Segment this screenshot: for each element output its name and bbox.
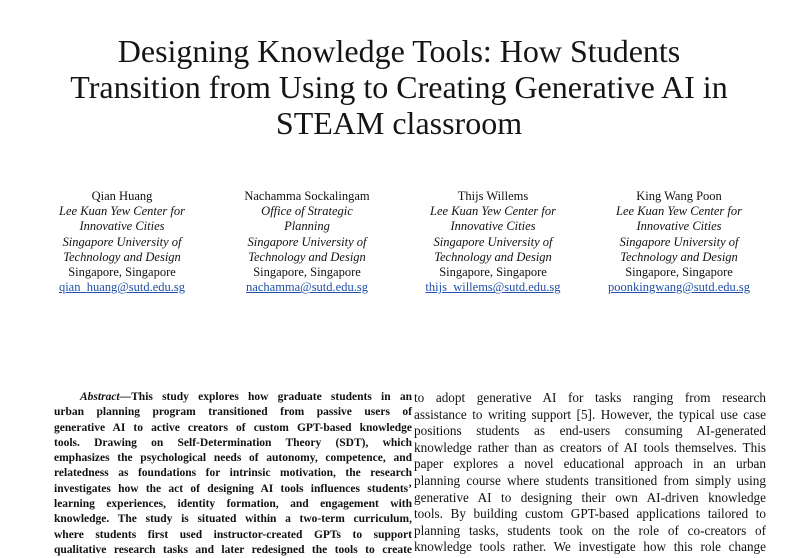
abstract-line: urban planning program transitioned from passive users of xyxy=(54,406,412,419)
body-line: knowledge tools rather. We investigate how this role change xyxy=(414,539,766,555)
author-block-1 xyxy=(32,189,212,295)
author-affiliation: Singapore University of xyxy=(62,234,182,249)
author-affiliation: Innovative Cities xyxy=(636,219,722,234)
abstract-text: This study explores how graduate students in an xyxy=(131,391,412,403)
abstract-line: where students first used instructor-created GPTs to support xyxy=(54,528,412,541)
abstract-line: knowledge. The study is situated within a two-term curriculum, xyxy=(54,513,412,526)
author-location: Singapore, Singapore xyxy=(253,265,361,280)
author-affiliation: Singapore University of xyxy=(619,234,739,249)
author-affiliation: Office of Strategic xyxy=(261,204,353,219)
abstract-line: emphasizes the psychological needs of autonomy, competence, and xyxy=(54,452,412,465)
abstract-line: investigates how the act of designing AI tools influences students’ xyxy=(54,482,412,495)
author-block-2 xyxy=(217,189,397,295)
abstract-line: relatedness as foundations for intrinsic motivation, the research xyxy=(54,467,412,480)
author-location: Singapore, Singapore xyxy=(68,265,176,280)
author-affiliation: Lee Kuan Yew Center for xyxy=(616,204,742,219)
author-affiliation: Singapore University of xyxy=(247,234,367,249)
author-email-link[interactable]: thijs_willems@sutd.edu.sg xyxy=(425,280,561,295)
abstract-line: qualitative research tasks and later redesigned the tools to create xyxy=(54,543,412,556)
author-name: Qian Huang xyxy=(91,189,153,203)
body-line: tools. By building custom GPT-based applications tailored to xyxy=(414,506,766,522)
author-block-4 xyxy=(589,189,769,295)
author-email-link[interactable]: qian_huang@sutd.edu.sg xyxy=(58,280,186,295)
body-line: knowledge rather than as creators of AI tools themselves. This xyxy=(414,439,766,455)
author-affiliation: Innovative Cities xyxy=(79,219,165,234)
author-location: Singapore, Singapore xyxy=(439,265,547,280)
author-email-link[interactable]: nachamma@sutd.edu.sg xyxy=(246,280,368,295)
abstract xyxy=(54,390,412,558)
author-affiliation: Technology and Design xyxy=(248,249,366,264)
author-name: Thijs Willems xyxy=(457,189,529,203)
author-block-3 xyxy=(403,189,583,295)
abstract-line: tools. Drawing on Self-Determination Theory (SDT), which xyxy=(54,436,412,449)
author-affiliation: Technology and Design xyxy=(434,249,552,264)
author-name: Nachamma Sockalingam xyxy=(244,189,370,203)
introduction-text xyxy=(414,390,766,556)
abstract-line: generative AI to active creators of custom GPT-based knowledge xyxy=(54,421,412,434)
author-email-link[interactable]: poonkingwang@sutd.edu.sg xyxy=(607,280,751,295)
body-line: positions students as end-users consuming AI-generated xyxy=(414,423,766,439)
author-affiliation: Singapore University of xyxy=(433,234,553,249)
author-affiliation: Technology and Design xyxy=(63,249,181,264)
body-line: assistance to writing support [5]. However, the typical use case xyxy=(414,406,766,422)
author-location: Singapore, Singapore xyxy=(625,265,733,280)
body-line: paper explores a novel educational approach in an urban xyxy=(414,456,766,472)
author-affiliation: Innovative Cities xyxy=(450,219,536,234)
paper-title xyxy=(20,33,778,141)
body-line: generative AI to designing their own AI-driven knowledge xyxy=(414,489,766,505)
abstract-label: Abstract— xyxy=(80,391,132,403)
author-affiliation: Technology and Design xyxy=(620,249,738,264)
title-line: Designing Knowledge Tools: How Students xyxy=(117,33,681,69)
author-affiliation: Lee Kuan Yew Center for xyxy=(59,204,185,219)
body-line: to adopt generative AI for tasks ranging from research xyxy=(414,390,766,405)
author-affiliation: Planning xyxy=(284,219,330,234)
abstract-line xyxy=(54,390,412,405)
title-line: STEAM classroom xyxy=(275,105,523,141)
body-line: planning course where students transitioned from simply using xyxy=(414,472,766,488)
abstract-line: learning experiences, identity formation, and engagement with xyxy=(54,498,412,511)
title-line: Transition from Using to Creating Generative AI in xyxy=(70,69,728,105)
body-line: planning tasks, students took on the role of co-creators of xyxy=(414,522,766,538)
author-affiliation: Lee Kuan Yew Center for xyxy=(430,204,556,219)
author-name: King Wang Poon xyxy=(636,189,722,203)
